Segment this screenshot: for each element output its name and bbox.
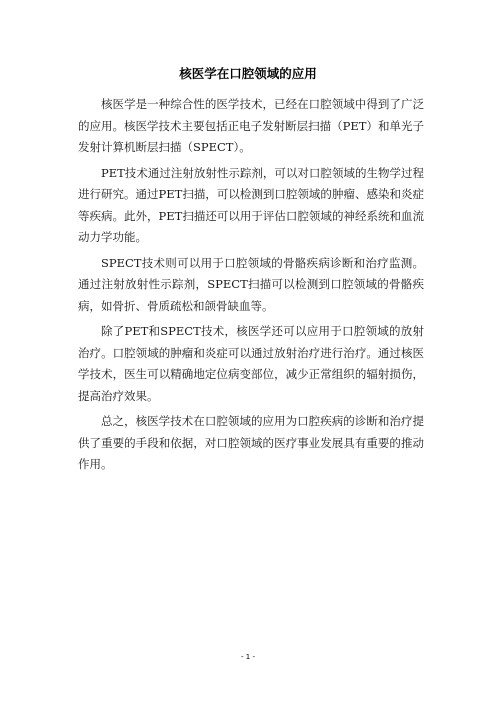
- paragraph-pet: PET技术通过注射放射性示踪剂，可以对口腔领域的生物学过程进行研究。通过PET扫描，可以检测到口腔领域的肿瘤、感染和炎症等疾病。此外，PET扫描还可以用于评估口腔领域的神经系统和血流动力学功能。: [78, 165, 424, 244]
- paragraph-conclusion: 总之，核医学技术在口腔领域的应用为口腔疾病的诊断和治疗提供了重要的手段和依据，对口腔领域的医疗事业发展具有重要的推动作用。: [78, 414, 424, 471]
- paragraph-spect: SPECT技术则可以用于口腔领域的骨骼疾病诊断和治疗监测。通过注射放射性示踪剂，SPECT扫描可以检测到口腔领域的骨骼疾病，如骨折、骨质疏松和颌骨缺血等。: [78, 255, 424, 313]
- paragraph-radiotherapy: 除了PET和SPECT技术，核医学还可以应用于口腔领域的放射治疗。口腔领域的肿瘤和炎症可以通过放射治疗进行治疗。通过核医学技术，医生可以精确地定位病变部位，减少正常组织的辐射损伤，提高治疗效果。: [78, 324, 424, 403]
- paragraph-intro: 核医学是一种综合性的医学技术，已经在口腔领域中得到了广泛的应用。核医学技术主要包括正电子发射断层扫描（PET）和单光子发射计算机断层扫描（SPECT）。: [78, 97, 424, 154]
- document-title: 核医学在口腔领域的应用: [179, 66, 317, 81]
- document-body: [78, 94, 424, 480]
- page-number: - 1 -: [241, 653, 255, 661]
